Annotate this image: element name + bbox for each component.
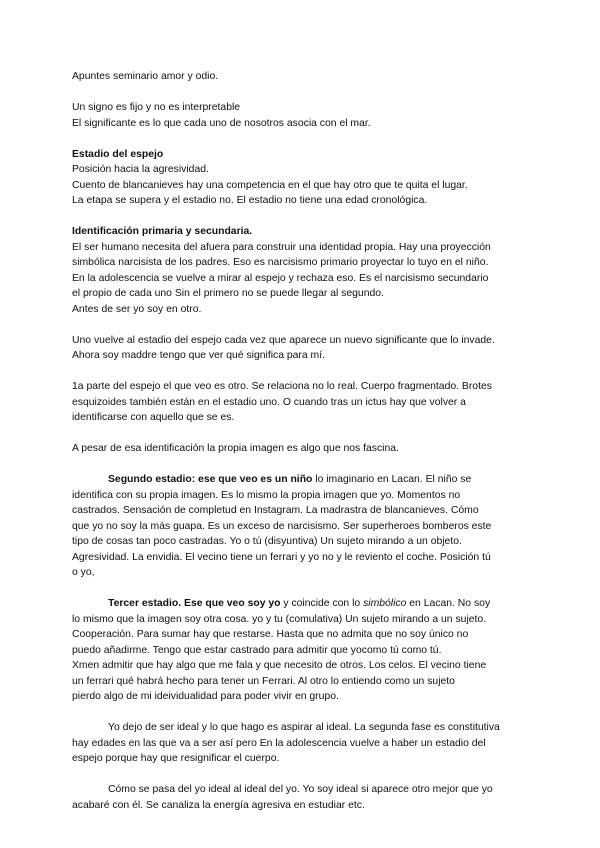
section-line: el propio de cada uno Sin el primero no se puede llegar al segundo.	[72, 288, 384, 299]
paragraph-line: Ahora soy maddre tengo que ver qué significa para mí.	[72, 350, 325, 361]
paragraph-first-line	[72, 720, 537, 736]
intro-line: El significante es lo que cada uno de nosotros asocia con el mar.	[72, 117, 371, 129]
paragraph-line: lo mismo que la imagen soy otra cosa. yo y tu (comulativa) Un sujeto mirando a un sujeto.	[72, 613, 487, 625]
paragraph-line: identifica con su propia imagen. Es lo mismo la propia imagen que yo. Momentos no	[72, 489, 461, 501]
section-line: Cuento de blancanieves hay una competencia en el que hay otro que te quita el lugar.	[72, 179, 468, 191]
paragraph-line: esquizoides también están en el estadio uno. O cuando tras un ictus hay que volver a	[72, 396, 466, 408]
segundo-estadio-heading: Segundo estadio: ese que veo es un niño	[108, 474, 313, 485]
inline-text: Cómo se pasa del yo ideal al ideal del yo. Yo soy ideal si aparece otro mejor que yo	[108, 784, 493, 795]
spacer	[72, 426, 537, 442]
spacer	[72, 209, 537, 225]
spacer	[72, 705, 537, 721]
spacer	[72, 767, 537, 783]
paragraph-line: Agresividad. La envidia. El vecino tiene un ferrari y yo no y le reviento el coche. Posición tú	[72, 551, 491, 563]
document-body	[72, 69, 537, 813]
intro-line: Un signo es fijo y no es interpretable	[72, 102, 241, 113]
spacer	[72, 581, 537, 597]
section-line: En la adolescencia se vuelve a mirar al espejo y rechaza eso. Es el narcisismo secundario	[72, 272, 489, 284]
spacer	[72, 364, 537, 380]
section-heading-espejo: Estadio del espejo	[72, 148, 164, 160]
inline-italic-text: simbólico	[363, 598, 407, 609]
paragraph-line: castrados. Sensación de completud en Instagram. La madrastra de blancanieves. Cómo	[72, 505, 479, 516]
section-line: simbólica narcisista de los padres. Eso es narcisismo primario proyectar lo tuyo en el niño.	[72, 257, 489, 268]
paragraph-line: Uno vuelve al estadio del espejo cada vez que aparece un nuevo significante que lo invade.	[72, 334, 495, 346]
paragraph-line: pierdo algo de mi ideividualidad para poder vivir en grupo.	[72, 691, 339, 702]
inline-text: y coincide con lo	[280, 598, 364, 609]
section-line: Posición hacia la agresividad.	[72, 164, 209, 175]
section-heading-identificacion: Identificación primaria y secundaria.	[72, 226, 253, 237]
section-line: El ser humano necesita del afuera para construir una identidad propia. Hay una proyección	[72, 241, 491, 253]
paragraph-line: un ferrari qué habrá hecho para tener un Ferrari. Al otro lo entiendo como un sujeto	[72, 675, 455, 687]
section-line: La etapa se supera y el estadio no. El estadio no tiene una edad cronológica.	[72, 195, 428, 206]
paragraph-line: o yo,	[72, 567, 95, 578]
paragraph-line: espejo porque hay que resignificar el cuerpo.	[72, 753, 280, 764]
paragraph-line: 1a parte del espejo el que veo es otro. Se relaciona no lo real. Cuerpo fragmentado. Brotes	[72, 381, 492, 392]
tercer-estadio-heading: Tercer estadio. Ese que veo soy yo	[108, 598, 281, 609]
inline-text: lo imaginario en Lacan. El niño se	[312, 474, 472, 485]
spacer	[72, 85, 537, 101]
spacer	[72, 317, 537, 333]
inline-text: en Lacan. No soy	[406, 598, 491, 609]
paragraph-line: Xmen admitir que hay algo que me fala y que necesito de otros. Los celos. El vecino tiene	[72, 660, 487, 671]
document-title: Apuntes seminario amor y odio.	[72, 71, 219, 82]
section-line: Antes de ser yo soy en otro.	[72, 303, 202, 315]
spacer	[72, 457, 537, 473]
paragraph-line: acabaré con él. Se canaliza la energía agresiva en estudiar etc.	[72, 799, 365, 811]
paragraph-first-line	[72, 596, 537, 612]
paragraph-line: identificarse con aquello que se es.	[72, 412, 235, 423]
paragraph-line: puedo añadirme. Tengo que estar castrado para admitir que yocomo tú como tú.	[72, 644, 442, 656]
paragraph-first-line	[72, 782, 537, 798]
paragraph-line: que yo no soy la más guapa. Es un exceso de narcisismo. Ser superheroes bomberos este	[72, 520, 492, 532]
paragraph-line: Cooperación. Para sumar hay que restarse. Hasta que no admita que no soy único no	[72, 629, 469, 640]
paragraph-line: hay edades en las que va a ser así pero En la adolescencia vuelve a haber un estadio del	[72, 737, 486, 749]
inline-text: Yo dejo de ser ideal y lo que hago es aspirar al ideal. La segunda fase es constitutiva	[108, 722, 500, 733]
paragraph-line: A pesar de esa identificación la propia imagen es algo que nos fascina.	[72, 443, 399, 454]
spacer	[72, 131, 537, 147]
paragraph-line: tipo de cosas tan poco castradas. Yo o tú (disyuntiva) Un sujeto mirando a un objeto.	[72, 536, 462, 547]
paragraph-first-line	[72, 472, 537, 488]
